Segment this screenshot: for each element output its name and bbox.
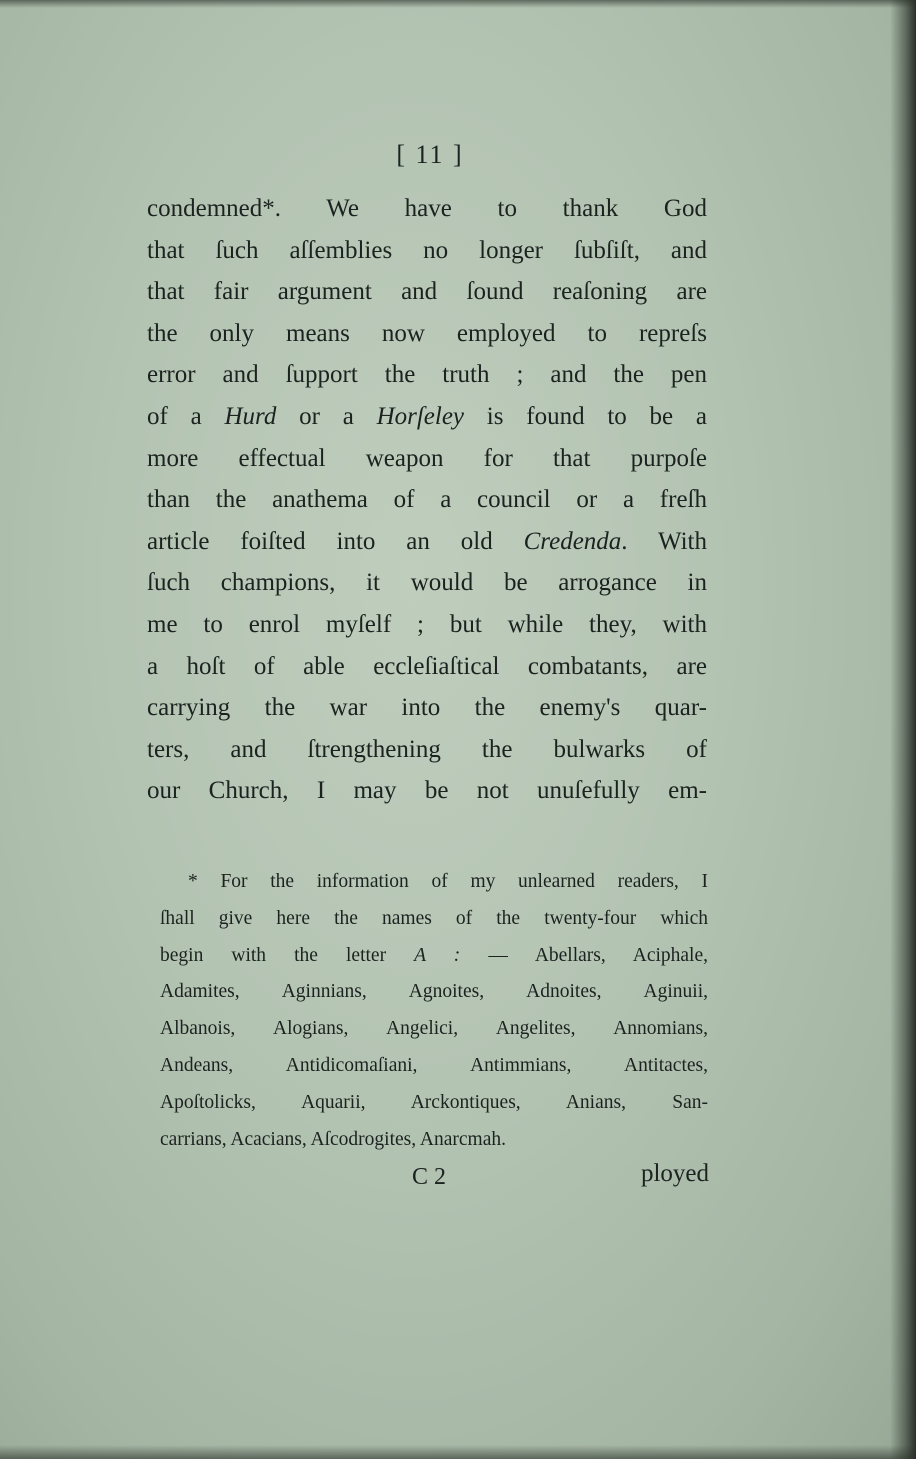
page-right-edge-shadow bbox=[890, 0, 916, 1459]
text-segment: — Abellars, Aciphale, bbox=[460, 944, 708, 966]
text-line: carrying the war into the enemy's quar- bbox=[147, 694, 707, 722]
italic-name-horseley: Horſeley bbox=[376, 402, 465, 430]
signature-mark: C 2 bbox=[412, 1164, 447, 1190]
text-line: than the anathema of a council or a freſh bbox=[147, 486, 707, 514]
footnote bbox=[160, 864, 708, 1158]
footnote-line: Andeans, Antidicomaſiani, Antimmians, Antitactes, bbox=[160, 1054, 708, 1076]
italic-name-hurd: Hurd bbox=[224, 402, 277, 430]
footnote-line: ſhall give here the names of the twenty-four which bbox=[160, 907, 708, 929]
text-line: a hoſt of able eccleſiaſtical combatants, are bbox=[147, 652, 707, 680]
text-line: that ſuch aſſemblies no longer ſubſiſt, and bbox=[147, 236, 707, 264]
text-line: our Church, I may be not unuſefully em- bbox=[147, 777, 707, 805]
text-line: me to enrol myſelf ; but while they, with bbox=[147, 610, 707, 638]
text-line: ters, and ſtrengthening the bulwarks of bbox=[147, 735, 707, 763]
page-top-edge-shadow bbox=[0, 0, 916, 8]
text-segment: . With bbox=[621, 527, 707, 555]
catchword: ployed bbox=[640, 1160, 709, 1187]
main-text bbox=[147, 188, 707, 812]
text-segment: article foiſted into an old bbox=[147, 527, 524, 555]
italic-word-credenda: Credenda bbox=[523, 527, 622, 555]
text-line: ſuch champions, it would be arrogance in bbox=[147, 569, 707, 597]
italic-letter-a: A : bbox=[414, 944, 461, 966]
text-line: more effectual weapon for that purpoſe bbox=[147, 444, 707, 472]
page-bottom-edge-shadow bbox=[0, 1445, 916, 1459]
text-line: condemned*. We have to thank God bbox=[147, 195, 707, 222]
text-line: error and ſupport the truth ; and the pen bbox=[147, 361, 707, 389]
footnote-line bbox=[160, 938, 708, 975]
footnote-line: Adamites, Aginnians, Agnoites, Adnoites, Aginuii, bbox=[160, 981, 708, 1003]
text-segment: is found to be a bbox=[464, 402, 708, 430]
footnote-line: Apoſtolicks, Aquarii, Arckontiques, Anians, San- bbox=[160, 1091, 708, 1113]
text-line: the only means now employed to repreſs bbox=[147, 319, 707, 347]
text-line: that fair argument and ſound reaſoning are bbox=[147, 278, 707, 306]
footnote-line: Albanois, Alogians, Angelici, Angelites, Annomians, bbox=[160, 1018, 708, 1040]
footnote-line: carrians, Acacians, Aſcodrogites, Anarcmah. bbox=[160, 1128, 507, 1150]
text-line bbox=[147, 521, 707, 563]
text-segment: or a bbox=[276, 402, 377, 430]
footnote-line: * For the information of my unlearned readers, I bbox=[188, 871, 708, 892]
page-number: [ 11 ] bbox=[396, 140, 464, 169]
text-line bbox=[147, 396, 707, 438]
text-segment: of a bbox=[147, 402, 225, 430]
text-segment: begin with the letter bbox=[160, 944, 415, 966]
